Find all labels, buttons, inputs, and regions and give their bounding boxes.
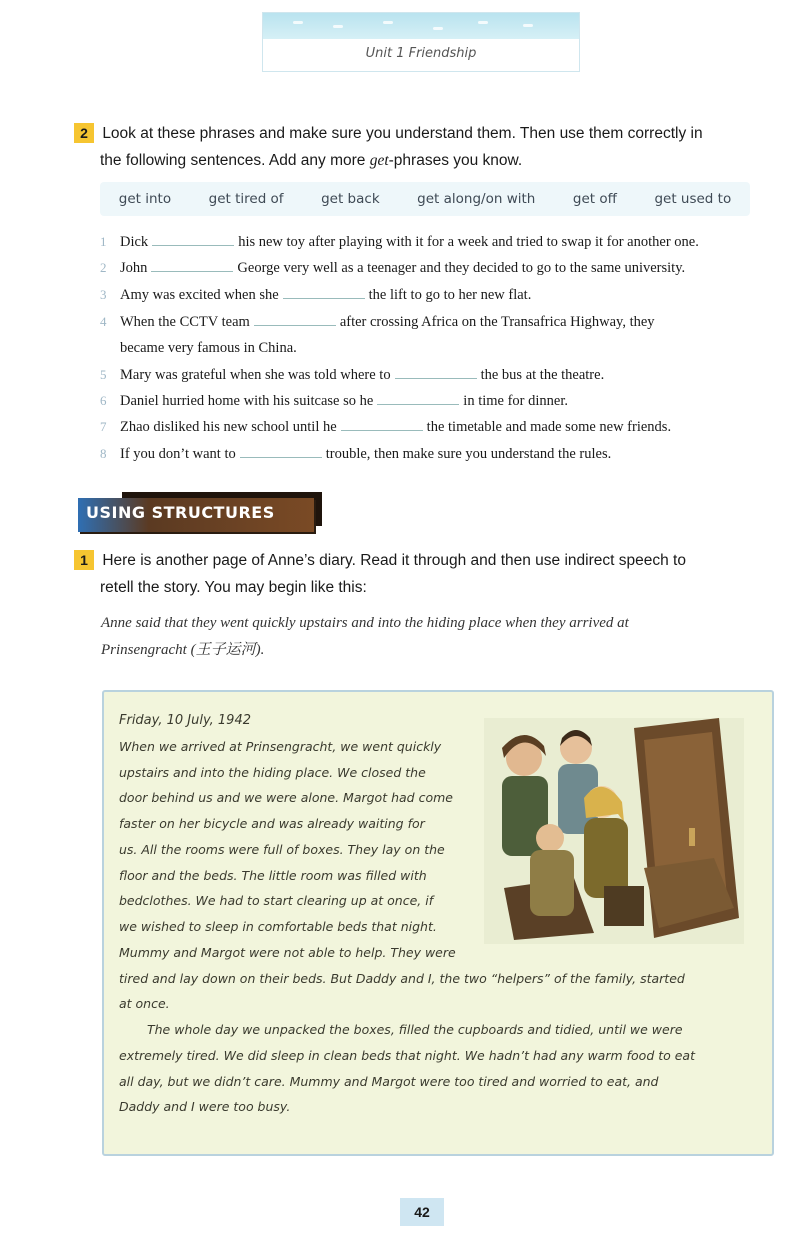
answer-blank[interactable] — [395, 366, 477, 379]
exercise-item: 3 Amy was excited when she the lift to go to her new flat. — [100, 287, 532, 303]
answer-blank[interactable] — [254, 313, 336, 326]
phrase: get along/on with — [417, 191, 536, 207]
exercise-item: 6 Daniel hurried home with his suitcase so he in time for dinner. — [100, 393, 568, 409]
section-heading — [78, 492, 322, 532]
exercise-item: 5 Mary was grateful when she was told where to the bus at the theatre. — [100, 367, 605, 383]
diary-line: bedclothes. We had to start clearing up at once, if — [119, 893, 434, 908]
diary-panel — [102, 690, 774, 1156]
phrase: get tired of — [208, 191, 284, 207]
phrase: get used to — [654, 191, 732, 207]
diary-line: faster on her bicycle and was already waiting for — [119, 816, 425, 831]
example-sentence: Anne said that they went quickly upstairs and into the hiding place when they arrived at Prinsengracht (王子运河). — [101, 615, 629, 658]
diary-line: at once. — [119, 996, 170, 1011]
diary-line: upstairs and into the hiding place. We closed the — [119, 765, 426, 780]
diary-illustration — [484, 718, 744, 944]
diary-line: we wished to sleep in comfortable beds that night. — [119, 919, 437, 934]
exercise-item-continuation: became very famous in China. — [120, 340, 297, 356]
page-number: 42 — [400, 1198, 444, 1226]
exercise-number-badge: 2 — [74, 123, 94, 143]
exercise-item: 7 Zhao disliked his new school until he the timetable and made some new friends. — [100, 419, 672, 435]
diary-line: floor and the beds. The little room was filled with — [119, 868, 427, 883]
diary-line: The whole day we unpacked the boxes, filled the cupboards and tidied, until we were — [147, 1022, 683, 1037]
unit-banner — [262, 12, 580, 72]
diary-line: us. All the rooms were full of boxes. They lay on the — [119, 842, 445, 857]
phrase-bank — [100, 182, 750, 216]
exercise-2-instruction: 2 Look at these phrases and make sure you understand them. Then use them correctly in the following sentences. Add any more get-phrases you know. — [74, 120, 774, 174]
exercise-item: 1 Dick his new toy after playing with it for a week and tried to swap it for another one. — [100, 234, 699, 250]
exercise-number-badge: 1 — [74, 550, 94, 570]
diary-line: Mummy and Margot were not able to help. They were — [119, 945, 456, 960]
exercise-item: 4 When the CCTV team after crossing Africa on the Transafrica Highway, they — [100, 314, 655, 330]
phrase: get off — [572, 191, 617, 207]
answer-blank[interactable] — [377, 392, 459, 405]
answer-blank[interactable] — [152, 233, 234, 246]
diary-line: door behind us and we were alone. Margot had come — [119, 790, 453, 805]
phrase: get back — [321, 191, 380, 207]
exercise-item: 8 If you don’t want to trouble, then make sure you understand the rules. — [100, 446, 612, 462]
diary-line: extremely tired. We did sleep in clean beds that night. We hadn’t had any warm food to eat — [119, 1048, 695, 1063]
unit-title: Unit 1 Friendship — [365, 46, 477, 61]
exercise-item: 2 John George very well as a teenager and they decided to go to the same university. — [100, 260, 686, 276]
answer-blank[interactable] — [283, 286, 365, 299]
answer-blank[interactable] — [341, 418, 423, 431]
answer-blank[interactable] — [151, 259, 233, 272]
phrase: get into — [118, 191, 172, 207]
diary-line: all day, but we didn’t care. Mummy and Margot were too tired and worried to eat, and — [119, 1074, 659, 1089]
answer-blank[interactable] — [240, 445, 322, 458]
banner-decoration — [263, 13, 579, 39]
diary-line: Daddy and I were too busy. — [119, 1099, 291, 1114]
section-title: USING STRUCTURES — [86, 503, 275, 522]
diary-date: Friday, 10 July, 1942 — [119, 713, 251, 728]
exercise-1-instruction: 1 Here is another page of Anne’s diary. Read it through and then use indirect speech to retell the story. You may begin like this: — [74, 547, 784, 601]
diary-line: When we arrived at Prinsengracht, we went quickly — [119, 739, 442, 754]
diary-line: tired and lay down on their beds. But Daddy and I, the two “helpers” of the family, started — [119, 971, 685, 986]
